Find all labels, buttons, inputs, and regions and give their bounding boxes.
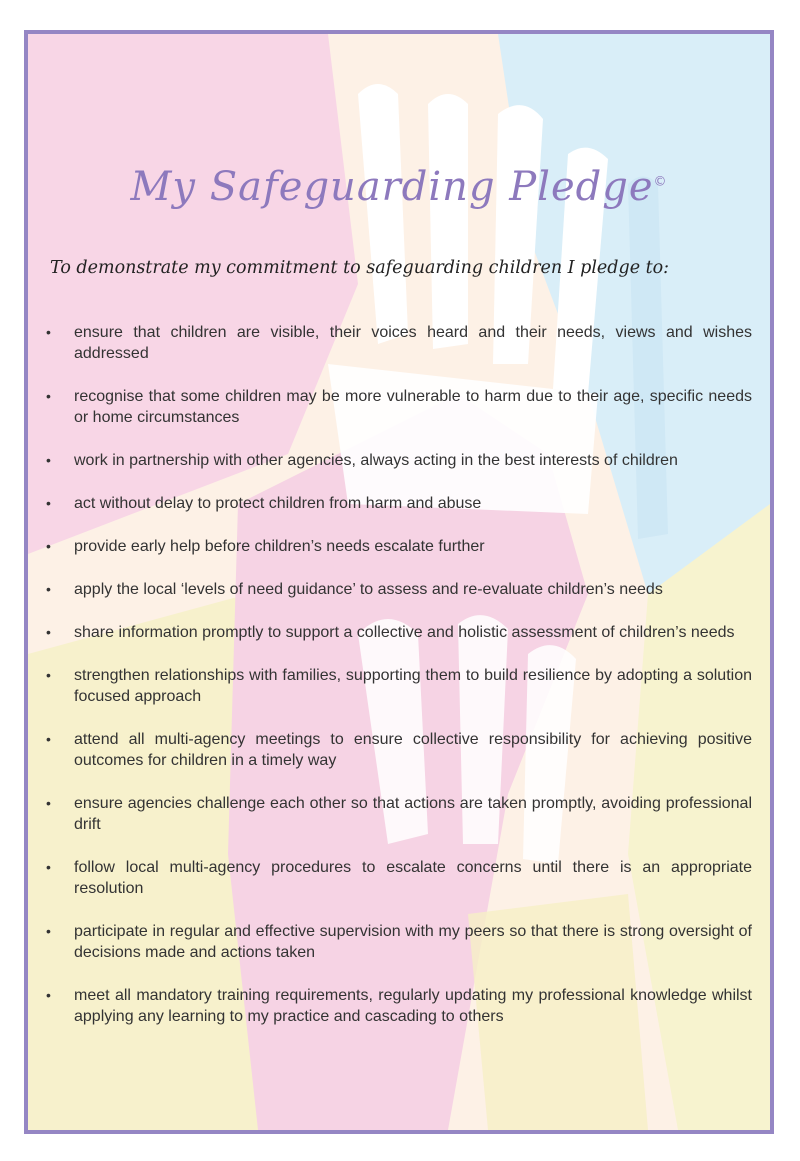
- bullet-icon: •: [46, 495, 51, 511]
- pledge-intro: To demonstrate my commitment to safeguarding children I pledge to:: [50, 258, 670, 278]
- pledge-text: act without delay to protect children from harm and abuse: [74, 495, 482, 512]
- list-item: [46, 857, 752, 899]
- copyright-mark: ©: [653, 174, 668, 190]
- list-item: [46, 386, 752, 428]
- pledge-text: recognise that some children may be more vulnerable to harm due to their age, specific needs or home circumstances: [74, 388, 752, 426]
- pledge-text: follow local multi-agency procedures to escalate concerns until there is an appropriate resolution: [74, 859, 752, 897]
- pledge-text: work in partnership with other agencies, always acting in the best interests of children: [74, 452, 678, 469]
- list-item: [46, 921, 752, 963]
- bullet-icon: •: [46, 581, 51, 597]
- bullet-icon: •: [46, 987, 51, 1003]
- list-item: [46, 493, 752, 514]
- bullet-icon: •: [46, 324, 51, 340]
- bullet-icon: •: [46, 624, 51, 640]
- pledge-text: ensure that children are visible, their voices heard and their needs, views and wishes addressed: [74, 324, 752, 362]
- pledge-text: attend all multi-agency meetings to ensure collective responsibility for achieving positive outcomes for children in a timely way: [74, 731, 752, 769]
- pledge-text: ensure agencies challenge each other so that actions are taken promptly, avoiding professional drift: [74, 795, 752, 833]
- bullet-icon: •: [46, 538, 51, 554]
- bullet-icon: •: [46, 388, 51, 404]
- pledge-text: participate in regular and effective supervision with my peers so that there is strong oversight of decisions made and actions taken: [74, 923, 752, 961]
- pledge-text: provide early help before children’s needs escalate further: [74, 538, 485, 555]
- pledge-text: meet all mandatory training requirements, regularly updating my professional knowledge whilst applying any learning to my practice and cascading to others: [74, 987, 752, 1025]
- title-text: My Safeguarding Pledge: [130, 164, 654, 210]
- list-item: [46, 322, 752, 364]
- bullet-icon: •: [46, 731, 51, 747]
- pledge-poster-frame: [24, 30, 774, 1134]
- list-item: [46, 729, 752, 771]
- bullet-icon: •: [46, 667, 51, 683]
- bullet-icon: •: [46, 923, 51, 939]
- bullet-icon: •: [46, 795, 51, 811]
- list-item: [46, 665, 752, 707]
- pledge-text: apply the local ‘levels of need guidance’ to assess and re-evaluate children’s needs: [74, 581, 663, 598]
- list-item: [46, 579, 752, 600]
- pledge-text: share information promptly to support a collective and holistic assessment of children’s needs: [74, 624, 735, 641]
- page-title: [28, 164, 770, 210]
- pledge-text: strengthen relationships with families, supporting them to build resilience by adopting a solution focused approach: [74, 667, 752, 705]
- list-item: [46, 622, 752, 643]
- bullet-icon: •: [46, 452, 51, 468]
- list-item: [46, 985, 752, 1027]
- list-item: [46, 793, 752, 835]
- bullet-icon: •: [46, 859, 51, 875]
- list-item: [46, 536, 752, 557]
- pledge-list: [46, 322, 752, 1049]
- list-item: [46, 450, 752, 471]
